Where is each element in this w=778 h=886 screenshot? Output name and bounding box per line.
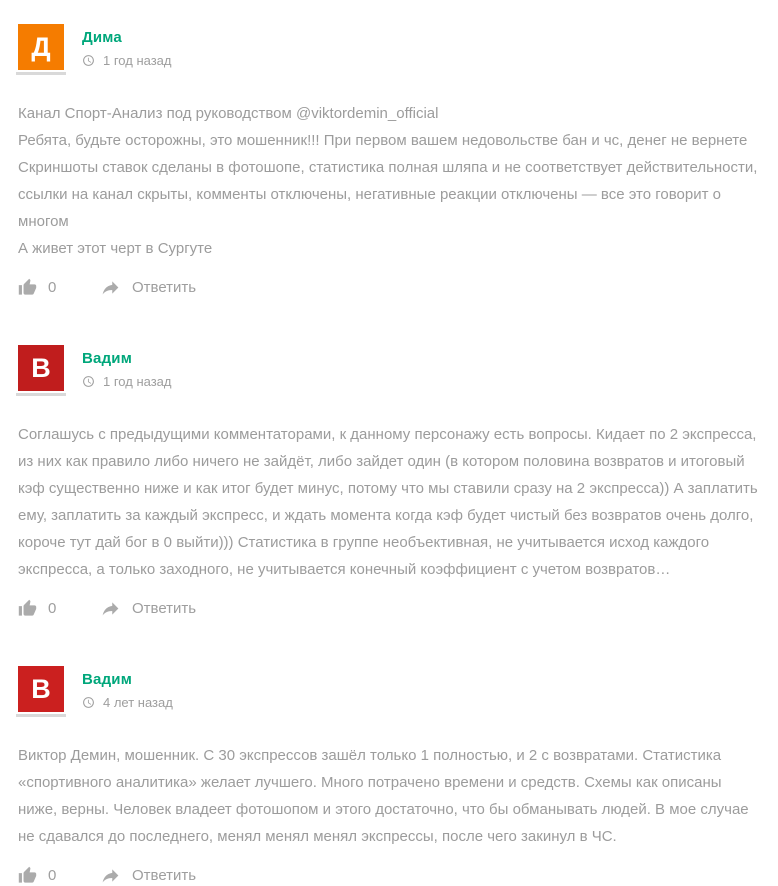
comment-footer (18, 865, 760, 886)
avatar: В (18, 345, 64, 391)
author-name: Вадим (82, 350, 133, 367)
comment-text (18, 100, 760, 262)
clock-icon (82, 696, 95, 709)
timestamp-row (82, 695, 173, 710)
reply-arrow-icon (100, 865, 121, 886)
comment-paragraph: Скриншоты ставок сделаны в фотошопе, статистика полная шляпа и не соответствует действительности, ссылки на канал скрыты, комменты отключены, негативные реакции отключены — все это говорит о многом (18, 159, 758, 230)
comment-item (18, 24, 760, 298)
avatar-underline (16, 345, 66, 396)
thumb-up-icon[interactable] (18, 866, 37, 885)
comment-paragraph: Ребята, будьте осторожны, это мошенник!!! При первом вашем недовольстве бан и чс, денег не вернете (18, 132, 748, 149)
timestamp-row (82, 374, 171, 389)
comment-item (18, 666, 760, 886)
avatar: В (18, 666, 64, 712)
comment-paragraph: Канал Спорт-Анализ под руководством @viktordemin_official (18, 105, 439, 122)
clock-icon (82, 375, 95, 388)
reply-button[interactable] (100, 598, 196, 619)
comment-item (18, 345, 760, 619)
avatar: Д (18, 24, 64, 70)
comment-paragraph: А живет этот черт в Сургуте (18, 240, 213, 257)
thumb-up-icon[interactable] (18, 278, 37, 297)
reply-button[interactable] (100, 865, 196, 886)
reply-label[interactable]: Ответить (132, 600, 197, 617)
comment-meta (82, 666, 173, 710)
like-button[interactable] (18, 278, 58, 297)
like-button[interactable] (18, 866, 58, 885)
comment-header (18, 345, 760, 396)
reply-arrow-icon (100, 598, 121, 619)
like-count: 0 (48, 600, 57, 617)
author-name: Вадим (82, 671, 133, 688)
comment-text (18, 742, 760, 850)
reply-arrow-icon (100, 277, 121, 298)
comment-text (18, 421, 760, 583)
comment-paragraph: Виктор Демин, мошенник. С 30 экспрессов зашёл только 1 полностью, и 2 с возвратами. Статистика «спортивного аналитика» желает лучшего. Много потрачено времени и средств. Схемы как описаны ниже, верны. Человек владеет фотошопом и этого достаточно, что бы обманывать людей. В мое случае не сдавался до последнего, менял менял менял экспрессы, после чего закинул в ЧС. (18, 747, 749, 845)
comment-paragraph: Соглашусь с предыдущими комментаторами, к данному персонажу есть вопросы. Кидает по 2 экспресса, из них как правило либо ничего не зайдёт, либо зайдет один (в котором половина возвратов и итоговый кэф существенно ниже и как итог будет минус, потому что мы ставили сразу на 2 экспресса)) А заплатить ему, заплатить за каждый экспресс, и ждать момента когда кэф будет чистый без возвратов очень долго, короче тут дай бог в 0 выйти))) Статистика в группе необъективная, не учитывается исход каждого экспресса, а только заходного, не учитывается конечный коэффициент с учетом возвратов… (18, 426, 758, 578)
avatar-underline (16, 24, 66, 75)
comment-header (18, 666, 760, 717)
like-button[interactable] (18, 599, 58, 618)
clock-icon (82, 54, 95, 67)
timestamp: 1 год назад (103, 374, 172, 389)
like-count: 0 (48, 279, 57, 296)
avatar-underline (16, 666, 66, 717)
timestamp: 4 лет назад (103, 695, 173, 710)
thumb-up-icon[interactable] (18, 599, 37, 618)
author-name: Дима (82, 29, 122, 46)
reply-label[interactable]: Ответить (132, 279, 197, 296)
comment-header (18, 24, 760, 75)
comment-meta (82, 24, 171, 68)
reply-button[interactable] (100, 277, 196, 298)
comment-footer (18, 277, 760, 298)
reply-label[interactable]: Ответить (132, 867, 197, 884)
like-count: 0 (48, 867, 57, 884)
comment-meta (82, 345, 171, 389)
timestamp: 1 год назад (103, 53, 172, 68)
comment-footer (18, 598, 760, 619)
timestamp-row (82, 53, 171, 68)
